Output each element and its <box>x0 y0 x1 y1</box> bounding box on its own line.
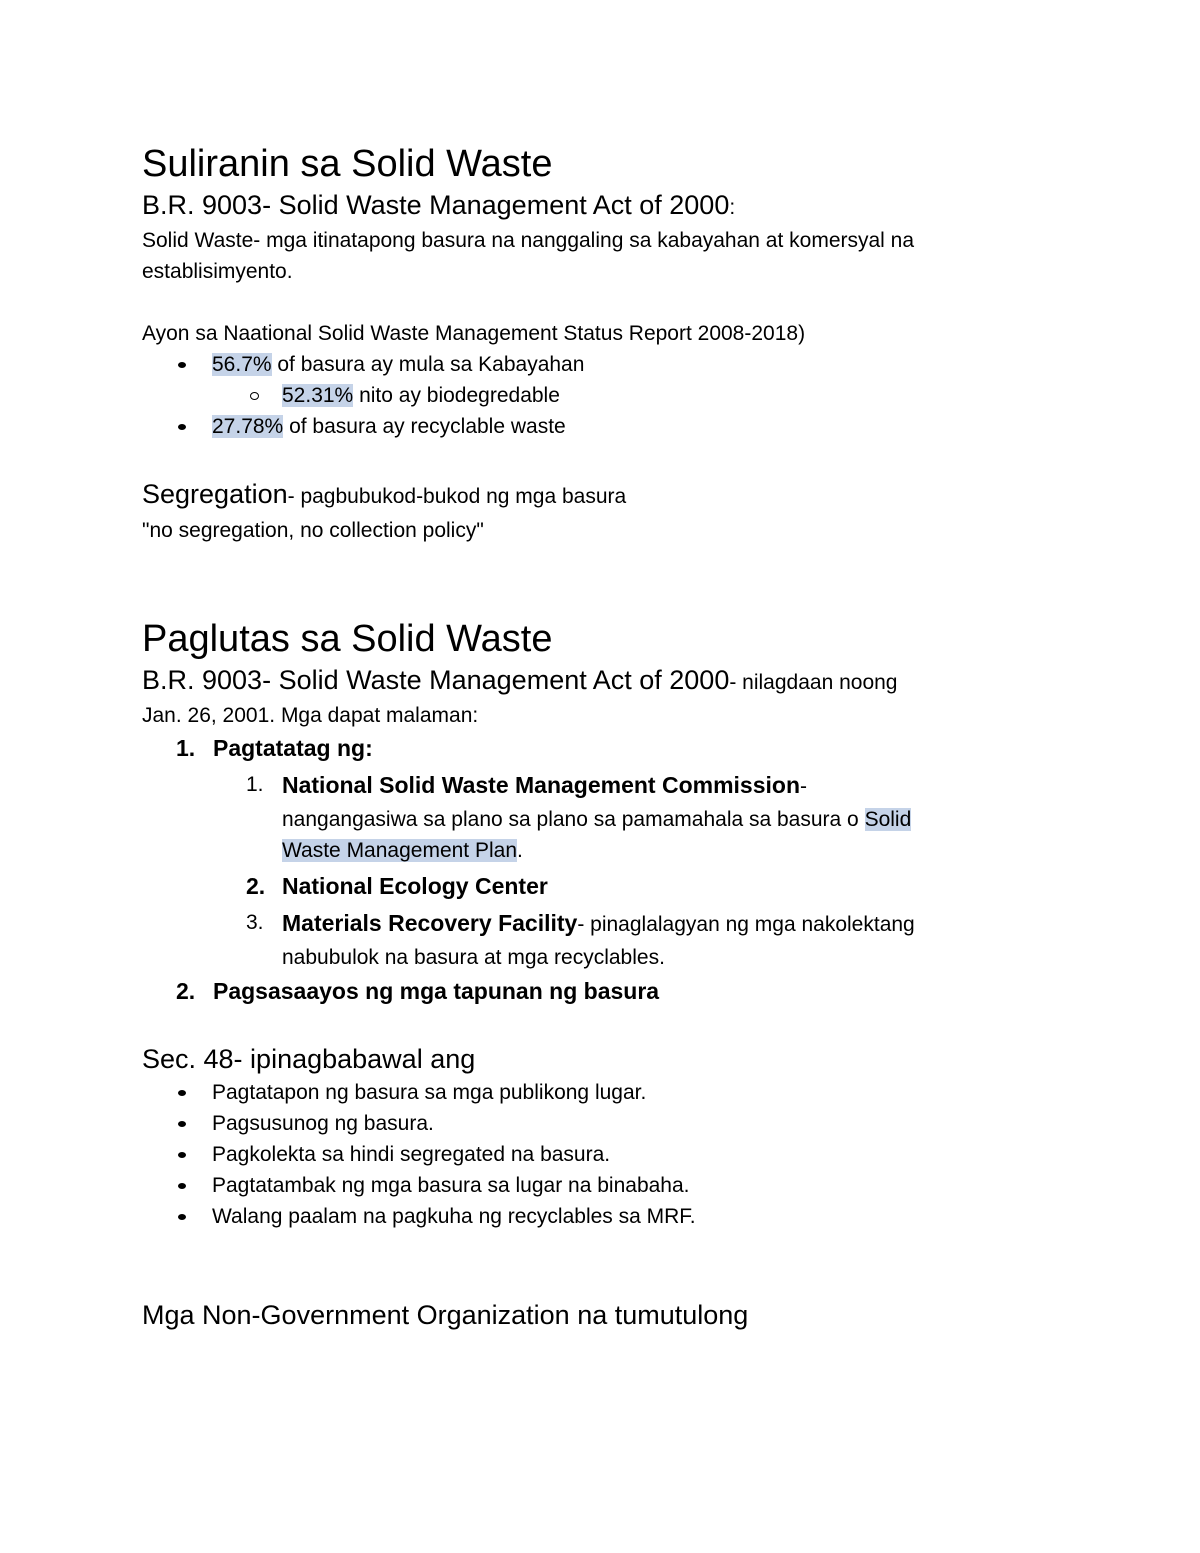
commission-name: National Solid Waste Management Commission <box>282 772 801 798</box>
sub-item-number: 1. <box>246 773 264 796</box>
spacer <box>142 1232 1042 1298</box>
bullet-icon <box>178 1214 186 1220</box>
item-text: Pagtatambak ng mga basura sa lugar na binabaha. <box>212 1174 690 1197</box>
act-title: B.R. 9003- Solid Waste Management Act of 2000 <box>142 665 730 695</box>
facility-name: Materials Recovery Facility <box>282 910 578 936</box>
stat-value-highlight: 27.78% <box>212 415 284 438</box>
policy-quote: "no segregation, no collection policy" <box>142 519 484 542</box>
plan-highlight: Solid <box>864 808 912 831</box>
item-text: Pagtatapon ng basura sa mga publikong lugar. <box>212 1081 647 1104</box>
stat-text: nito ay biodegredable <box>353 384 560 407</box>
item-text: Walang paalam na pagkuha ng recyclables sa MRF. <box>212 1205 696 1228</box>
bullet-icon <box>178 362 186 368</box>
bullet-icon <box>178 1183 186 1189</box>
act-suffix: : <box>729 196 736 219</box>
commission-description: nangangasiwa sa plano sa plano sa pamamahala sa basura o <box>282 808 865 831</box>
item-label: Pagsasaayos ng mga tapunan ng basura <box>213 978 660 1004</box>
spacer <box>142 442 1042 476</box>
spacer <box>142 1008 1042 1042</box>
spacer <box>142 546 1042 617</box>
act-signed-date: Jan. 26, 2001. Mga dapat malaman: <box>142 704 479 727</box>
segregation-term: Segregation <box>142 479 288 509</box>
sub-item-heading: National Ecology Center <box>282 873 548 899</box>
sub-item-number: 2. <box>246 873 266 899</box>
bullet-icon <box>178 1121 186 1127</box>
stat-value-highlight: 56.7% <box>212 353 272 376</box>
sub-item-heading <box>282 768 1042 804</box>
sub-item-heading <box>282 906 1042 942</box>
section-title-suliranin: Suliranin sa Solid Waste <box>142 143 553 185</box>
stats-list <box>142 349 1042 442</box>
bullet-icon <box>178 1090 186 1096</box>
item-text: Pagkolekta sa hindi segregated na basura. <box>212 1143 611 1166</box>
period: . <box>517 839 523 862</box>
sub-item-number: 3. <box>246 911 264 934</box>
section-title-paglutas: Paglutas sa Solid Waste <box>142 618 553 660</box>
sub-numbered-item <box>142 906 1042 973</box>
sub-numbered-item <box>142 768 1042 866</box>
numbered-item <box>142 974 1042 1008</box>
hollow-bullet-icon <box>250 392 259 400</box>
plan-highlight: Waste Management Plan <box>282 839 518 862</box>
section-title-ngo: Mga Non-Government Organization na tumutulong <box>142 1300 749 1330</box>
document-page <box>142 142 1042 1332</box>
stat-text: of basura ay recyclable waste <box>283 415 566 438</box>
spacer <box>142 287 1042 318</box>
sub-item-body <box>282 804 1042 866</box>
act-heading-1 <box>142 188 1042 225</box>
list-item <box>142 1201 1042 1232</box>
list-item <box>142 1170 1042 1201</box>
list-item <box>142 1077 1042 1108</box>
bullet-icon <box>178 1152 186 1158</box>
report-intro: Ayon sa Naational Solid Waste Management Status Report 2008-2018) <box>142 322 806 345</box>
list-item <box>142 380 1042 411</box>
list-item <box>142 411 1042 442</box>
item-number: 1. <box>176 735 196 761</box>
sub-item-body: nabubulok na basura at mga recyclables. <box>282 946 665 969</box>
list-item <box>142 1108 1042 1139</box>
act-signed-text: - nilagdaan noong <box>729 671 898 694</box>
bullet-icon <box>178 424 186 430</box>
act-heading-2 <box>142 663 1042 700</box>
list-item <box>142 1139 1042 1170</box>
heading-dash: - <box>800 775 808 798</box>
item-text: Pagsusunog ng basura. <box>212 1112 434 1135</box>
segregation-definition: - pagbubukod-bukod ng mga basura <box>287 485 627 508</box>
facility-description: - pinaglalagyan ng mga nakolektang <box>577 913 915 936</box>
sub-numbered-item <box>142 869 1042 903</box>
item-number: 2. <box>176 978 196 1004</box>
act-title: B.R. 9003- Solid Waste Management Act of 2000 <box>142 190 730 220</box>
item-label: Pagtatatag ng: <box>213 735 373 761</box>
segregation-heading <box>142 476 1042 515</box>
prohibited-list <box>142 1077 1042 1232</box>
numbered-item <box>142 731 1042 765</box>
list-item <box>142 349 1042 380</box>
stat-text: of basura ay mula sa Kabayahan <box>271 353 585 376</box>
solid-waste-definition: Solid Waste- mga itinatapong basura na nanggaling sa kabayahan at komersyal na establisimyento. <box>142 229 915 283</box>
section-title-sec48: Sec. 48- ipinagbabawal ang <box>142 1044 476 1074</box>
stat-value-highlight: 52.31% <box>282 384 354 407</box>
